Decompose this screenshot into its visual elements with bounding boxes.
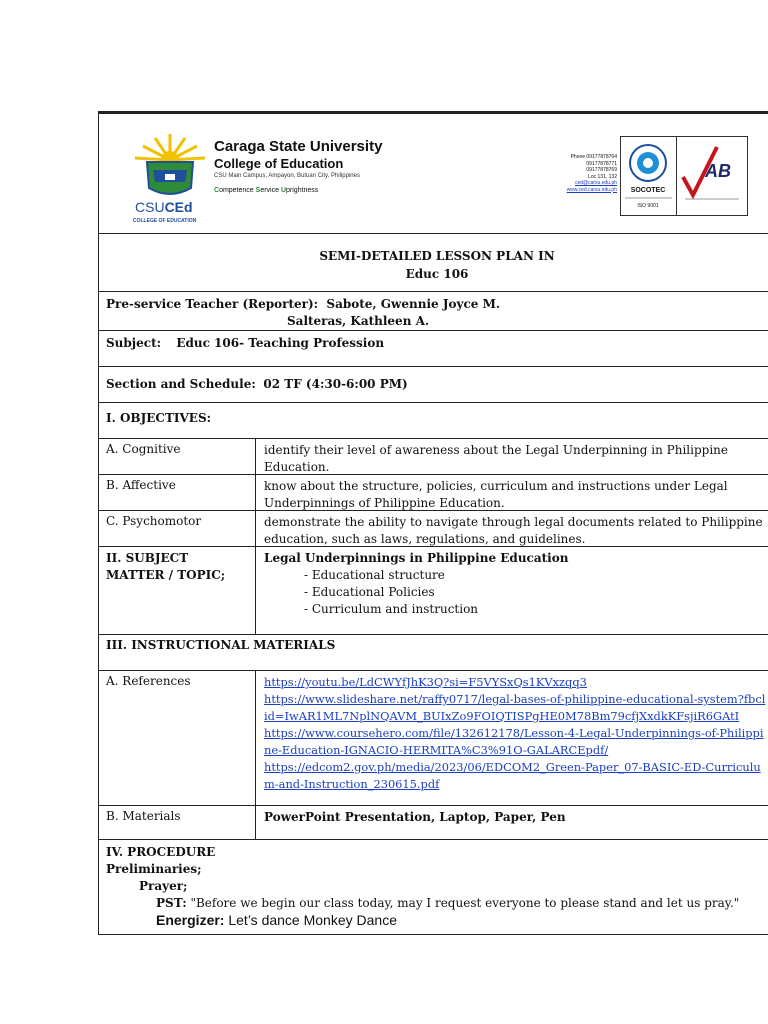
objectives-heading: I. OBJECTIVES: bbox=[99, 403, 768, 439]
references-label: A. References bbox=[99, 671, 256, 805]
svg-text:AB: AB bbox=[705, 161, 731, 181]
reference-link[interactable]: https://www.coursehero.com/file/132612178/Lesson-4-Legal-Underpinnings-of-Philippine-Education-IGNACIO-HERMITA%C3%91O-GALARCEpdf/ bbox=[264, 726, 764, 757]
teacher-name-2: Salteras, Kathleen A. bbox=[287, 314, 430, 328]
document-title bbox=[99, 234, 768, 292]
subject-label: Subject: bbox=[106, 336, 162, 350]
objective-text: identify their level of awareness about the Legal Underpinning in Philippine Education. bbox=[264, 443, 728, 474]
reference-link[interactable]: https://www.slideshare.net/raffy0717/legal-bases-of-philippine-educational-system?fbclid=IwAR1ML7NplNQAVM_BUIxZo9FOIQTISPgHE0M78Bm79cfjXxdkKFsjiR6GAtI bbox=[264, 692, 766, 723]
objective-cognitive bbox=[99, 439, 768, 475]
title-line-2: Educ 106 bbox=[405, 267, 469, 281]
lesson-plan-document bbox=[98, 111, 768, 935]
socotec-certification-logo bbox=[620, 136, 677, 216]
reference-link[interactable]: https://edcom2.gov.ph/media/2023/06/EDCOM2_Green-Paper_07-BASIC-ED-Curriculum-and-Instruction_230615.pdf bbox=[264, 760, 761, 791]
procedure-heading: IV. PROCEDURE bbox=[106, 845, 216, 859]
iab-accreditation-logo bbox=[676, 136, 748, 216]
preliminaries-label: Preliminaries; bbox=[106, 862, 202, 876]
references-row bbox=[99, 671, 768, 806]
topic-item: - Educational structure bbox=[304, 568, 445, 582]
instructional-materials-heading: III. INSTRUCTIONAL MATERIALS bbox=[99, 635, 768, 671]
materials-label: B. Materials bbox=[99, 806, 256, 839]
objective-affective bbox=[99, 475, 768, 511]
website-link[interactable]: www.ced.carsu.edu.ph bbox=[566, 186, 617, 193]
pst-label: PST: bbox=[156, 896, 187, 910]
topic-item: - Curriculum and instruction bbox=[304, 602, 479, 616]
logo-subtext: COLLEGE OF EDUCATION bbox=[133, 218, 197, 224]
objective-text: demonstrate the ability to navigate through legal documents related to Philippine education, such as laws, regulations, and guidelines. bbox=[264, 515, 763, 546]
subject-value: Educ 106- Teaching Profession bbox=[176, 336, 385, 350]
energizer-label: Energizer: bbox=[156, 912, 225, 928]
objective-label: C. Psychomotor bbox=[99, 511, 256, 546]
objective-psychomotor bbox=[99, 511, 768, 547]
svg-text:SOCOTEC: SOCOTEC bbox=[630, 187, 666, 194]
csuced-logo bbox=[125, 130, 215, 230]
energizer-line bbox=[106, 912, 768, 929]
teacher-label: Pre-service Teacher (Reporter): bbox=[106, 297, 319, 311]
reference-link[interactable]: https://youtu.be/LdCWYfJhK3Q?si=F5VYSxQs1KVxzqq3 bbox=[264, 675, 587, 689]
subject-matter-title: Legal Underpinnings in Philippine Education bbox=[264, 551, 569, 565]
svg-text:ISO 9001: ISO 9001 bbox=[637, 203, 659, 209]
subject-matter-label: II. SUBJECT MATTER / TOPIC; bbox=[99, 547, 256, 634]
pst-text: "Before we begin our class today, may I request everyone to please stand and let us pray." bbox=[190, 896, 740, 910]
section-value: 02 TF (4:30-6:00 PM) bbox=[263, 377, 408, 391]
section-row bbox=[99, 367, 768, 403]
teacher-row bbox=[99, 292, 768, 331]
prayer-label: Prayer; bbox=[139, 879, 188, 893]
energizer-text: Let’s dance Monkey Dance bbox=[228, 912, 397, 928]
title-line-1: SEMI-DETAILED LESSON PLAN IN bbox=[319, 249, 555, 263]
objective-label: A. Cognitive bbox=[99, 439, 256, 474]
section-label: Section and Schedule: bbox=[106, 377, 256, 391]
contact-info: Phone 09177878764 09177878771 09177878769 Loc 131, 132 ced@carsu.edu.ph www.ced.carsu.edu.ph bbox=[519, 154, 617, 193]
pst-line bbox=[106, 895, 768, 912]
university-name: Caraga State University bbox=[214, 138, 383, 155]
topic-item: - Educational Policies bbox=[304, 585, 435, 599]
college-name: College of Education bbox=[214, 156, 344, 171]
subject-row bbox=[99, 331, 768, 367]
letterhead bbox=[99, 114, 768, 234]
objective-text: know about the structure, policies, curriculum and instructions under Legal Underpinnings of Philippine Education. bbox=[264, 479, 728, 510]
email-link[interactable]: ced@carsu.edu.ph bbox=[574, 180, 617, 186]
logo-text: CSUCEd bbox=[135, 199, 193, 215]
university-block bbox=[214, 138, 382, 194]
teacher-name-1: Sabote, Gwennie Joyce M. bbox=[326, 297, 501, 311]
subject-matter-row bbox=[99, 547, 768, 635]
objective-label: B. Affective bbox=[99, 475, 256, 510]
materials-value: PowerPoint Presentation, Laptop, Paper, Pen bbox=[264, 810, 566, 824]
materials-row bbox=[99, 806, 768, 840]
procedure-section bbox=[99, 840, 768, 934]
address: CSU Main Campus, Ampayon, Butuan City, Philippines bbox=[214, 173, 360, 179]
motto: Competence Service Uprightness bbox=[214, 187, 319, 194]
